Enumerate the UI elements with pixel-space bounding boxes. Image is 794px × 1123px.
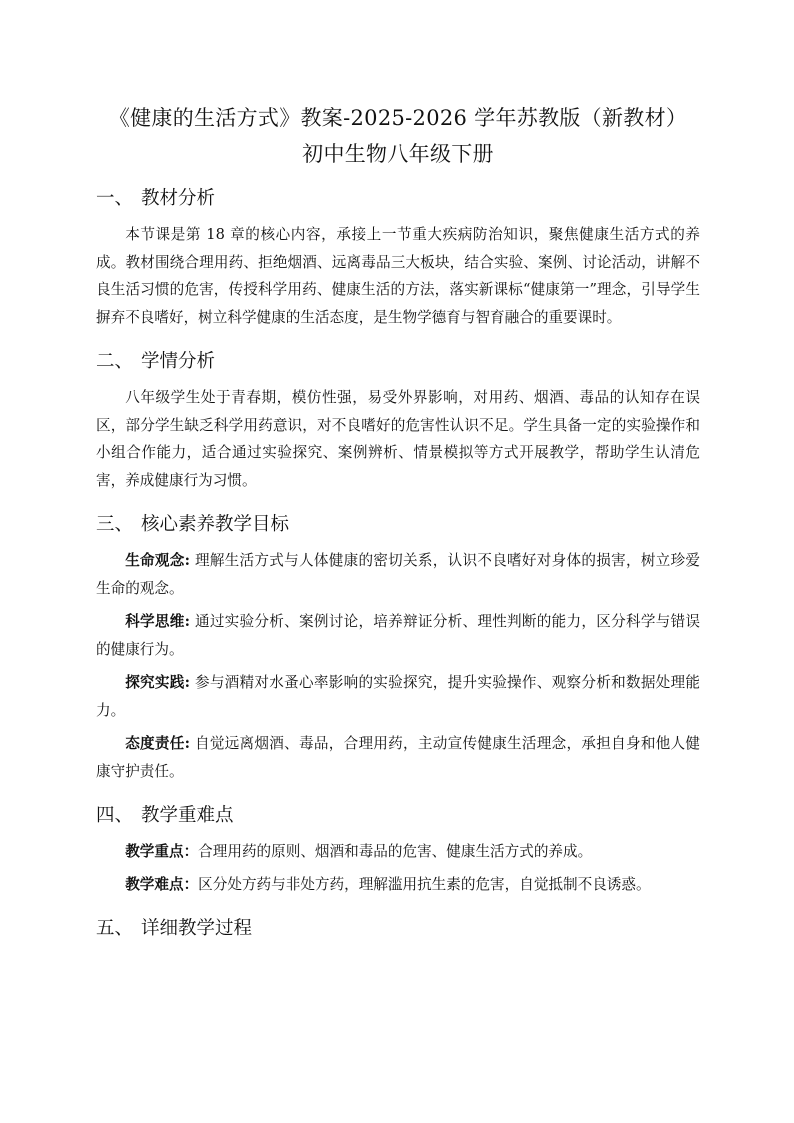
section-textbook-analysis bbox=[96, 186, 700, 331]
section-title: 教学重难点 bbox=[141, 805, 234, 826]
objective-text: 自觉远离烟酒、毒品，合理用药，主动宣传健康生活理念，承担自身和他人健康守护责任。 bbox=[96, 735, 701, 780]
objective-item bbox=[96, 547, 700, 602]
objective-text: 参与酒精对水蚤心率影响的实验探究，提升实验操作、观察分析和数据处理能力。 bbox=[96, 674, 701, 719]
section-heading bbox=[96, 186, 700, 212]
objective-item bbox=[96, 730, 700, 785]
objective-item bbox=[96, 608, 700, 663]
section-heading bbox=[96, 803, 700, 829]
objective-text: 理解生活方式与人体健康的密切关系，认识不良嗜好对身体的损害，树立珍爱生命的观念。 bbox=[96, 552, 701, 597]
section-key-difficult-points bbox=[96, 803, 700, 898]
section-title: 学情分析 bbox=[141, 351, 216, 372]
objective-item bbox=[96, 669, 700, 724]
key-point-text: 合理用药的原则、烟酒和毒品的危害、健康生活方式的养成。 bbox=[198, 843, 593, 860]
section-heading bbox=[96, 916, 700, 942]
objective-text: 通过实验分析、案例讨论，培养辩证分析、理性判断的能力，区分科学与错误的健康行为。 bbox=[96, 613, 701, 658]
section-teaching-process bbox=[96, 916, 700, 942]
objective-label: 生命观念: bbox=[125, 552, 191, 569]
objective-label: 探究实践: bbox=[125, 674, 191, 691]
section-student-analysis bbox=[96, 349, 700, 494]
section-core-objectives bbox=[96, 512, 700, 785]
title-line-2: 初中生物八年级下册 bbox=[302, 142, 494, 166]
section-number: 二、 bbox=[96, 351, 134, 372]
difficult-point-label: 教学难点： bbox=[125, 875, 199, 893]
section-number: 四、 bbox=[96, 805, 134, 826]
section-title: 详细教学过程 bbox=[141, 918, 253, 939]
section-number: 一、 bbox=[96, 188, 134, 209]
section-heading bbox=[96, 512, 700, 538]
objective-label: 科学思维: bbox=[125, 613, 191, 630]
objective-label: 态度责任: bbox=[125, 735, 191, 752]
section-title: 教材分析 bbox=[141, 188, 216, 209]
document-page bbox=[96, 100, 700, 951]
section-paragraph: 本节课是第 18 章的核心内容，承接上一节重大疾病防治知识，聚焦健康生活方式的养成。教材围绕合理用药、拒绝烟酒、远离毒品三大板块，结合实验、案例、讨论活动，讲解不良生活习惯的危害，传授科学用药、健康生活的方法，落实新课标“健康第一”理念，引导学生摒弃不良嗜好，树立科学健康的生活态度，是生物学德育与智育融合的重要课时。 bbox=[96, 226, 700, 326]
document-title bbox=[96, 100, 700, 172]
section-paragraph: 八年级学生处于青春期，模仿性强，易受外界影响，对用药、烟酒、毒品的认知存在误区，部分学生缺乏科学用药意识，对不良嗜好的危害性认识不足。学生具备一定的实验操作和小组合作能力，适合通过实验探究、案例辨析、情景模拟等方式开展教学，帮助学生认清危害，养成健康行为习惯。 bbox=[96, 389, 700, 489]
section-number: 三、 bbox=[96, 514, 134, 535]
difficult-point-item bbox=[96, 871, 700, 899]
difficult-point-text: 区分处方药与非处方药，理解滥用抗生素的危害，自觉抵制不良诱惑。 bbox=[198, 875, 651, 893]
key-point-item bbox=[96, 838, 700, 866]
section-number: 五、 bbox=[96, 918, 134, 939]
section-title: 核心素养教学目标 bbox=[141, 514, 290, 535]
section-heading bbox=[96, 349, 700, 375]
title-line-1: 《健康的生活方式》教案-2025-2026 学年苏教版（新教材） bbox=[108, 106, 688, 130]
key-point-label: 教学重点： bbox=[125, 843, 199, 860]
